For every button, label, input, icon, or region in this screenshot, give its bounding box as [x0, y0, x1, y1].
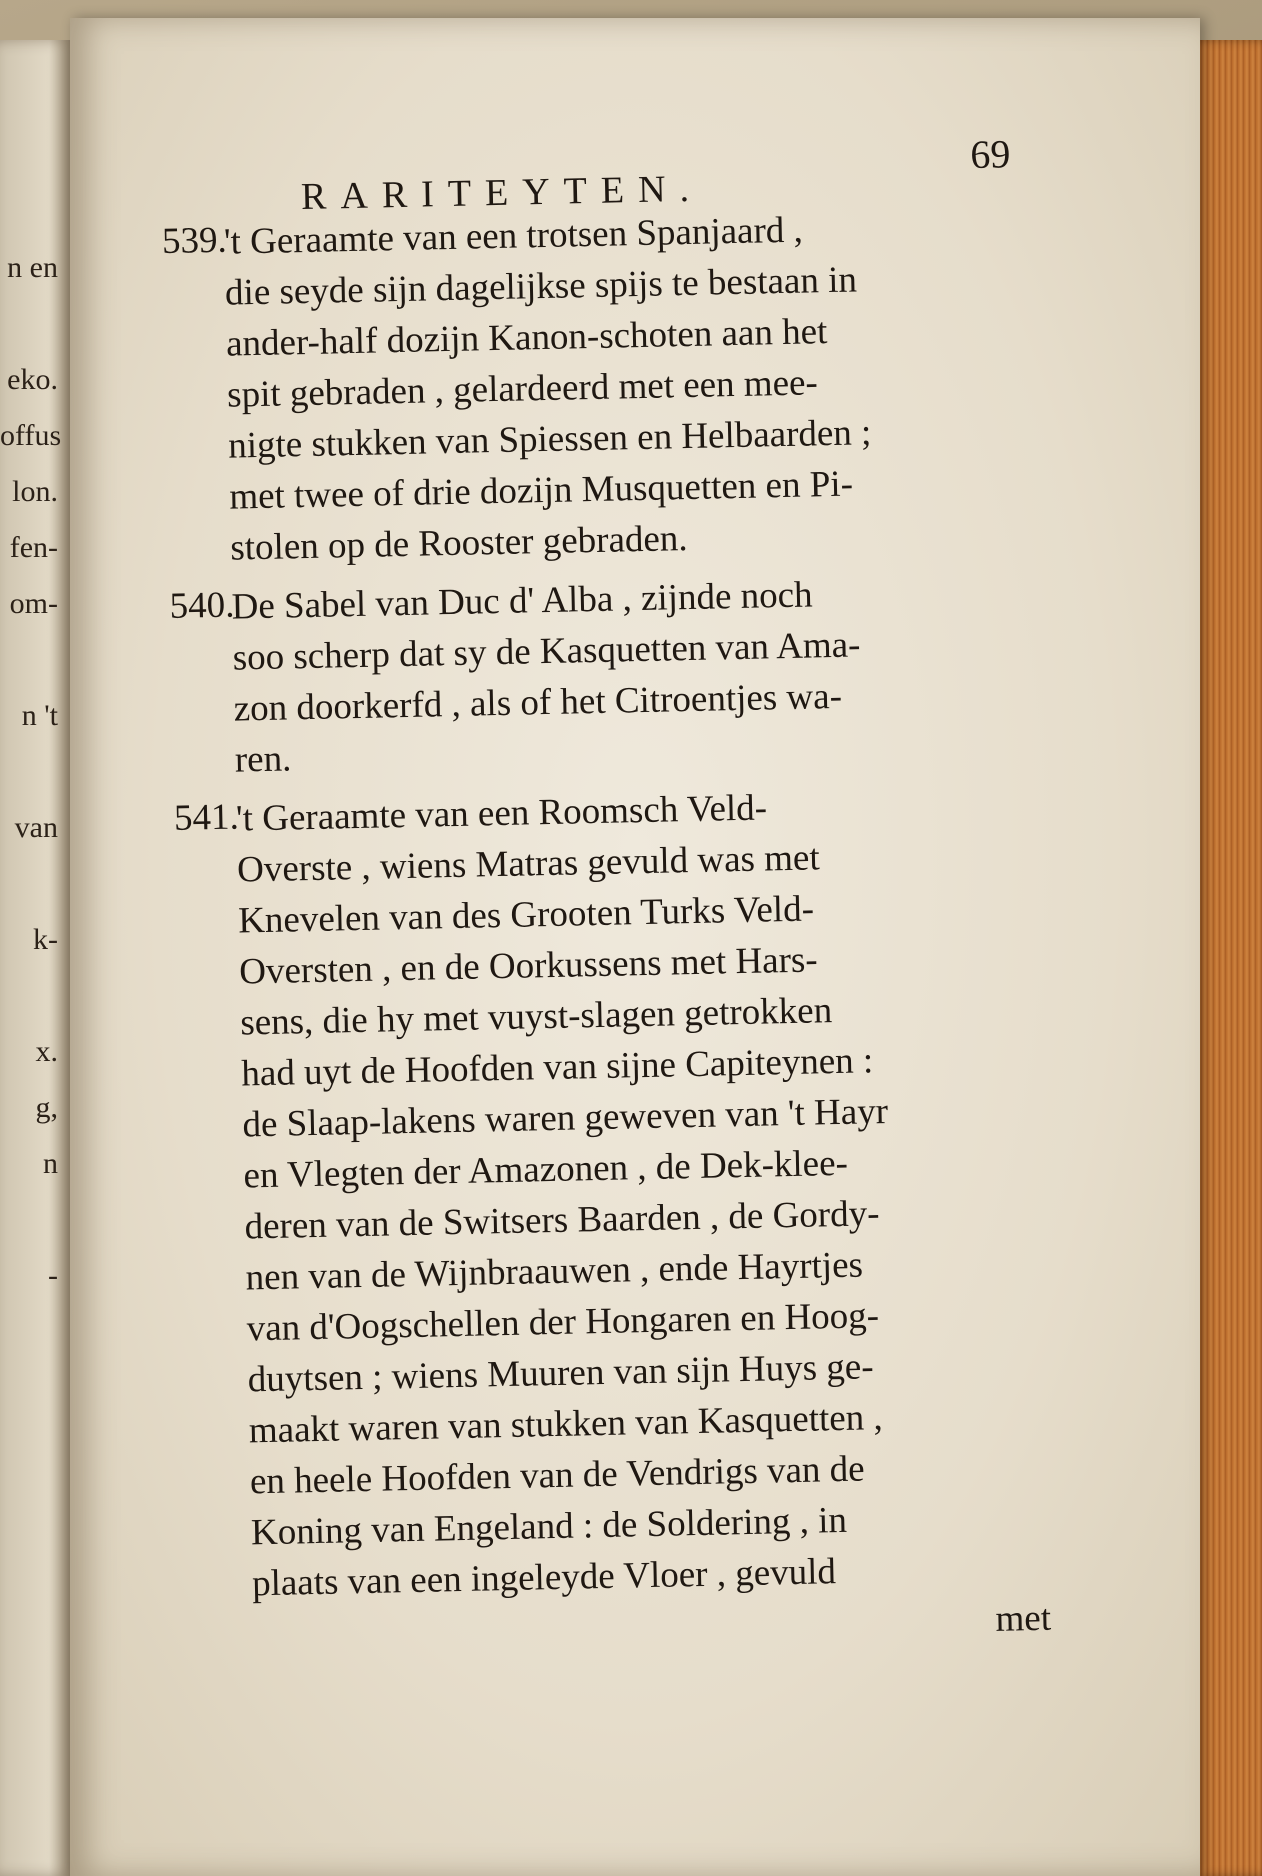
page-number: 69: [969, 131, 1011, 178]
text-line: Oversten , en de Oorkussens met Hars-: [238, 939, 819, 993]
text-line: spit gebraden , gelardeerd met een mee-: [226, 362, 819, 416]
left-fragment: x.: [35, 1035, 58, 1068]
left-fragment: n: [43, 1147, 58, 1180]
entry-number: 541.: [173, 796, 240, 839]
entry-541: [174, 776, 1071, 1610]
left-fragment: [0, 856, 62, 912]
text-line: ren.: [234, 738, 292, 781]
text-line: 't Geraamte van een trotsen Spanjaard ,: [223, 209, 804, 263]
text-line: met twee of drie dozijn Musquetten en Pi-: [228, 463, 854, 518]
text-line: duytsen ; wiens Muuren van sijn Huys ge-: [247, 1346, 874, 1401]
text-line: maakt waren van stukken van Kasquetten ,: [248, 1397, 884, 1452]
text-line: die seyde sijn dagelijkse spijs te bestaan in: [224, 259, 858, 314]
entry-number: 540.: [169, 584, 235, 627]
text-line: deren van de Switsers Baarden , de Gordy-: [244, 1193, 880, 1248]
left-fragment: [0, 1192, 62, 1248]
text-line: en heele Hoofden van de Vendrigs van de: [249, 1448, 865, 1503]
text-line: stolen op de Rooster gebraden.: [229, 518, 688, 569]
left-fragment: k-: [33, 923, 58, 956]
entry-539: [161, 200, 1048, 575]
left-fragment: n 't: [21, 699, 58, 732]
text-line: zon doorkerfd , als of het Citroentjes wa-: [233, 675, 843, 730]
left-fragment: [0, 968, 62, 1024]
text-block: [160, 130, 1072, 1662]
left-fragment: [0, 296, 62, 352]
text-line: sens, die hy met vuyst-slagen getrokken: [239, 990, 833, 1044]
left-page-fragments: [0, 240, 62, 1304]
text-line: ander-half dozijn Kanon-schoten aan het: [225, 311, 828, 365]
running-head: RARITEYTEN.: [300, 167, 704, 219]
text-line: De Sabel van Duc d' Alba , zijnde noch: [231, 574, 813, 628]
book-page: [70, 18, 1200, 1876]
left-fragment: lon.: [12, 475, 58, 508]
left-fragment: om-: [9, 587, 58, 620]
left-fragment: van: [14, 811, 58, 844]
entry-number: 539.: [161, 219, 228, 262]
entry-540: [169, 564, 1053, 786]
text-line: Overste , wiens Matras gevuld was met: [236, 837, 821, 891]
left-fragment: [0, 632, 62, 688]
text-line: en Vlegten der Amazonen , de Dek-klee-: [243, 1142, 849, 1197]
text-line: de Slaap-lakens waren geweven van 't Hayr: [242, 1090, 889, 1146]
text-line: soo scherp dat sy de Kasquetten van Ama-: [232, 624, 861, 679]
text-line: nen van de Wijnbraauwen , ende Hayrtjes: [245, 1244, 864, 1299]
left-fragment: g,: [35, 1091, 58, 1124]
catchword: met: [995, 1597, 1052, 1640]
text-line: plaats van een ingeleyde Vloer , gevuld: [251, 1551, 837, 1605]
text-line: Koning van Engeland : de Soldering , in: [250, 1499, 848, 1554]
text-line: Knevelen van des Grooten Turks Veld-: [237, 888, 815, 942]
text-line: 't Geraamte van een Roomsch Veld-: [235, 787, 768, 840]
left-page-edge: [0, 40, 70, 1876]
text-line: nigte stukken van Spiessen en Helbaarden ;: [227, 412, 872, 467]
left-fragment: offus: [0, 419, 62, 452]
page-stack-edge: [1190, 40, 1262, 1876]
text-line: had uyt de Hoofden van sijne Capiteynen :: [240, 1040, 874, 1095]
left-fragment: n en: [7, 251, 58, 284]
left-fragment: -: [48, 1259, 58, 1292]
left-fragment: fen-: [9, 531, 58, 564]
left-fragment: [0, 744, 62, 800]
text-line: van d'Oogschellen der Hongaren en Hoog-: [246, 1295, 880, 1350]
left-fragment: eko.: [7, 363, 58, 396]
